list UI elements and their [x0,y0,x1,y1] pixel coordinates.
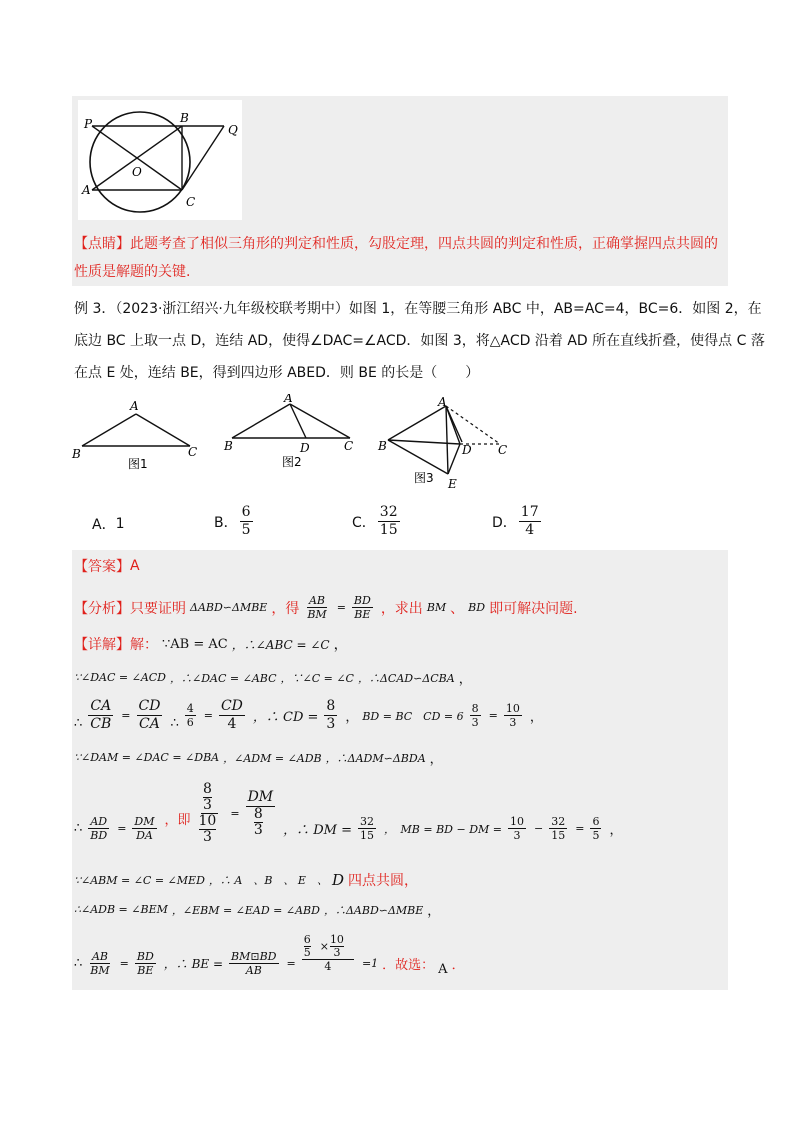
detail-text1: 解： [130,637,158,653]
choice-c [352,504,402,539]
detail-tag: 【详解】 [74,637,130,653]
choice-b-label: B． [214,514,238,531]
detail-s5-ji: ，即 [164,813,191,828]
detail-s5-frac6: $\frac{32}{15}$ [551,815,566,842]
fig3-label-d: D [462,443,472,457]
detail-s8-frac2: $\frac{BD}{BE}$ [136,950,154,977]
choice-d-label: D． [492,514,517,531]
fig3-caption: 图3 [414,471,434,485]
detail-s4b: ，∠ADM = ∠ADB [223,751,322,765]
triangle-figures-svg [70,394,520,494]
triangle-figures [70,394,520,494]
detail-s3-frac3: $\frac{4}{6}$ [186,702,194,729]
detail-line6 [74,870,422,890]
detail-line3: ∴ $\frac{CA}{CB}$ = $\frac{CD}{CA}$ ∴ $\frac{4}{6}$ = $\frac{CD}{4}$ ，∴ CD = $\frac{8}{3}$ ， BD = BC CD = 6 $\frac{8}{3}$ = $\frac{10}{3}$ ， [74,698,543,732]
choice-c-fraction: $\frac{32}{15}$ [379,504,398,538]
detail-s3-frac4: $\frac{CD}{4}$ [220,698,243,732]
detail-line5: ∴ $\frac{AD}{BD}$ = $\frac{DM}{DA}$ ，即 8 3 10 3 = DM 8 3 ，∴ DM = $\frac{32}{15}$ ， MB = BD − DM = $\frac{10}{3}$ − $\frac{32}{15}$ = $\frac{6}{5}$ ， [74,781,623,845]
detail-s5-complex-frac: 8 3 10 3 [198,781,217,845]
fig2-caption: 图2 [282,455,302,469]
fig2-label-a: A [284,394,293,405]
detail-s2e: ， [458,672,472,687]
detail-s3-bd: BD = BC CD = 6 [362,709,464,723]
detail-s8-frac4: $\frac{6}{5}$ × $\frac{10}{3}$ 4 [302,934,358,973]
detail-line8: ∴ $\frac{AB}{BM}$ = $\frac{BD}{BE}$ ，∴ BE = $\frac{BM⊡BD}{AB}$ = $\frac{6}{5}$ × $\frac{10}{3}$ 4 =1 ．故选： A ． [74,933,465,977]
detail-s3-eq1: = [121,709,131,722]
example-line2: 底边 BC 上取一点 D，连结 AD，使得∠DAC=∠ACD．如图 3，将△ACD 沿着 AD 所在直线折叠，使得点 C 落 [74,333,765,349]
label-q: Q [228,123,238,137]
circle-figure [78,100,242,220]
comment-line1 [74,231,718,257]
detail-s3-eq2: = [203,709,213,722]
detail-line7 [74,900,444,919]
detail-line4 [74,748,447,767]
choice-d [492,504,543,539]
choice-a-label: A． [92,517,116,533]
fig3-label-a: A [438,395,447,409]
detail-line2 [74,668,476,687]
detail-s8-eq1: =1 [361,957,379,970]
choice-c-label: C． [352,514,376,531]
detail-s3-therefore: ∴ [74,716,83,731]
answer-value: A [130,558,140,574]
detail-s5-frac1: $\frac{AD}{BD}$ [90,815,108,842]
detail-s5-mb: ， MB = BD − DM = [384,822,502,836]
top-solution-block [72,96,728,286]
detail-s7b: ，∠EBM = ∠EAD = ∠ABD [171,903,320,917]
label-a: A [82,183,91,197]
detail-s2c: ，∵∠C = ∠C [280,671,354,685]
detail-s6c: D [331,871,344,889]
fig1-label-b: B [72,447,81,461]
detail-s5-frac3: DM 8 3 [247,789,274,838]
fig2-label-c: C [344,439,354,453]
detail-s2d: ，∴ΔCAD∽ΔCBA [357,671,455,685]
label-o: O [132,165,142,179]
detail-line1 [74,634,352,654]
analysis-similar: ΔABD∽ΔMBE [190,601,268,614]
detail-s4d: ， [429,752,443,767]
detail-s2a: ∵∠DAC = ∠ACD [74,671,167,684]
detail-s3-t: ，∴ CD = [252,710,319,725]
detail-s1b: ，∴∠ABC = ∠C [231,637,330,652]
detail-s6d: 四点共圆， [347,873,418,889]
analysis-text1: 只要证明 [130,600,186,617]
detail-s4a: ∵∠DAM = ∠DAC = ∠DBA [74,751,220,764]
label-p: P [84,117,93,131]
fig3-label-c: C [498,443,508,457]
detail-s3-frac7: $\frac{10}{3}$ [505,702,520,729]
choice-a [92,514,125,534]
detail-s1a: ∵AB = AC [162,636,228,652]
answer-tag: 【答案】 [74,559,130,575]
comment-line2: 性质是解题的关键. [74,264,191,280]
analysis-fraction2: $\frac{BD}{BE}$ [353,594,371,621]
analysis-text3: ，求出 [380,600,423,617]
detail-s3-end: ， [529,710,543,725]
label-b: B [180,111,189,125]
analysis-sep: 、 [450,600,465,617]
choice-a-value: 1 [115,516,125,532]
detail-s5-frac7: $\frac{6}{5}$ [592,815,600,842]
detail-s3-frac2: $\frac{CD}{CA}$ [138,698,161,732]
detail-s3-frac5: $\frac{8}{3}$ [326,698,336,732]
analysis-fraction1: $\frac{AB}{BM}$ [307,594,327,621]
analysis-bm: BM [426,601,447,614]
label-c: C [186,195,196,209]
fig1-label-c: C [188,445,198,459]
analysis-tag: 【分析】 [74,600,130,617]
detail-s5-frac2: $\frac{DM}{DA}$ [134,815,155,842]
detail-s8-dot: ． [451,958,465,973]
fig2-label-b: B [224,439,233,453]
circle-figure-svg [78,100,242,220]
analysis-text2: ，得 [271,600,300,617]
detail-s3-frac6: $\frac{8}{3}$ [471,702,479,729]
choice-b [214,504,255,539]
detail-s6a: ∵∠ABM = ∠C = ∠MED [74,873,205,887]
detail-s8-t: ，∴ BE = [163,957,224,971]
choice-b-fraction: $\frac{6}{5}$ [241,504,251,538]
answer-line [74,556,144,576]
analysis-bd: BD [468,601,486,614]
example-line1: 例 3．（2023·浙江绍兴·九年级校联考期中）如图 1，在等腰三角形 ABC 中，AB=AC=4，BC=6．如图 2，在 [74,301,762,317]
detail-s2b: ，∴∠DAC = ∠ABC [170,671,277,685]
detail-s3-frac1: $\frac{CA}{CB}$ [90,698,112,732]
detail-s7d: ， [427,904,441,919]
fig3-label-b: B [378,439,387,453]
detail-s5-t: ，∴ DM = [283,823,353,838]
comment-tag: 【点睛】 [74,236,130,252]
detail-s5-frac5: $\frac{10}{3}$ [510,815,524,842]
fig3-label-e: E [448,477,457,491]
detail-s8-ans: A [438,962,448,977]
detail-s8-gx: ．故选： [382,958,435,973]
detail-s7c: ，∴ΔABD∽ΔMBE [323,903,424,917]
fig1-caption: 图1 [128,457,148,471]
choice-d-fraction: $\frac{17}{4}$ [520,504,539,538]
detail-s6b: ，∴ A 、B 、 E 、 [208,874,328,887]
example-line3: 在点 E 处，连结 BE，得到四边形 ABED．则 BE 的长是（ ） [74,365,480,381]
detail-s8-frac1: $\frac{AB}{BM}$ [90,950,110,977]
analysis-text4: 即可解决问题. [489,600,578,617]
detail-s3-c: ， [345,710,359,725]
detail-s7a: ∴∠ADB = ∠BEM [74,903,168,916]
detail-s4c: ，∴ΔADM∽ΔBDA [325,751,426,765]
detail-s1c: ， [333,637,348,653]
fig1-label-a: A [130,399,139,413]
detail-s8-frac3: $\frac{BM⊡BD}{AB}$ [231,950,277,977]
analysis-line: 【分析】 只要证明 ΔABD∽ΔMBE ，得 $\frac{AB}{BM}$ = $\frac{BD}{BE}$ ，求出 BM 、 BD 即可解决问题. [74,594,578,621]
fig2-label-d: D [300,441,310,455]
detail-s5-frac4: $\frac{32}{15}$ [360,815,375,842]
comment-text1: 此题考查了相似三角形的判定和性质，勾股定理，四点共圆的判定和性质，正确掌握四点共圆的 [130,236,718,252]
